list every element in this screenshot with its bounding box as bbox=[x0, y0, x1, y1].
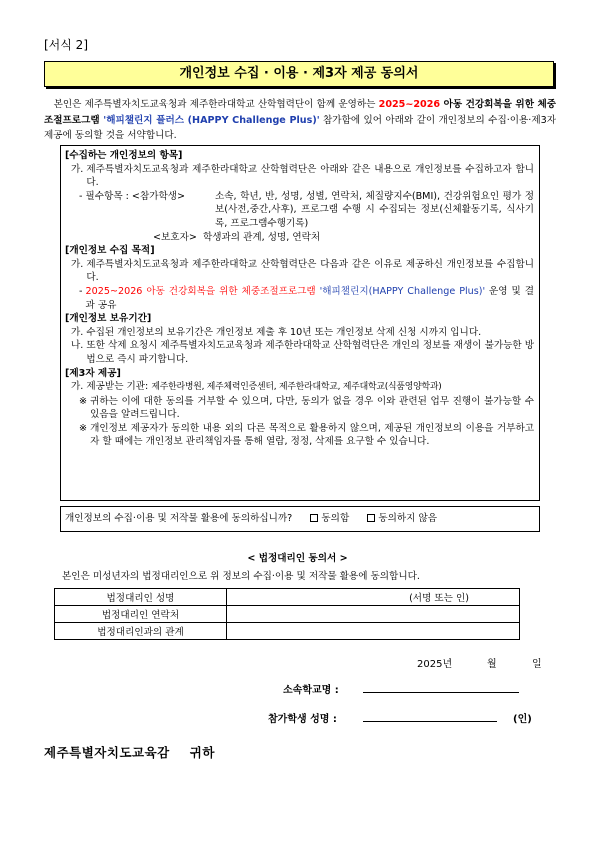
agree-checkbox[interactable] bbox=[310, 514, 318, 522]
addressee bbox=[44, 743, 215, 761]
retention-na-text: 또한 삭제 요청시 제주특별자치도교육청과 제주한라대학교 산학협력단은 개인의 정보를 재생이 불가능한 방법으로 즉시 파기합니다. bbox=[86, 340, 534, 365]
note-1-text: 귀하는 이에 대한 동의를 거부할 수 있으며, 다만, 동의가 없을 경우 이와 관련된 업무 진행이 불가능할 수 있음을 알려드립니다. bbox=[90, 395, 534, 421]
legal-rep-name-label: 법정대리인 성명 bbox=[55, 589, 227, 606]
third-party-ga-text bbox=[86, 380, 534, 395]
purpose-dash bbox=[65, 285, 534, 312]
intro-part2: 아동 bbox=[440, 99, 466, 110]
items-ga-text: 제주특별자치도교육청과 제주한라대학교 산학협력단은 아래와 같은 내용으로 개인정보를 수집하고자 합니다. bbox=[86, 163, 534, 189]
legal-rep-name-field[interactable]: (서명 또는 인) bbox=[227, 589, 520, 606]
date-day: 일 bbox=[532, 659, 542, 670]
purpose-blue-text: '해피챌린지(HAPPY Challenge Plus)' bbox=[315, 285, 486, 297]
consent-question: 개인정보의 수집·이용 및 저작물 활용에 동의하십니까? bbox=[65, 513, 293, 524]
addressee-name: 제주특별자치도교육감 bbox=[44, 745, 170, 760]
purpose-red-text: 2025~2026 아동 건강회복을 위한 체중조절프로그램 bbox=[85, 285, 316, 297]
retention-ga bbox=[65, 326, 534, 340]
form-number: [서식 2] bbox=[44, 38, 88, 52]
seal-mark: (인) bbox=[513, 714, 532, 725]
third-party-ga-marker: 가. bbox=[71, 381, 84, 393]
date-month: 월 bbox=[487, 659, 497, 670]
legal-rep-contact-field[interactable] bbox=[227, 606, 520, 623]
school-label: 소속학교명 : bbox=[283, 685, 339, 696]
intro-part3: 참가함에 있어 아래와 같이 개인정보의 수집·이용·제3자 제공에 동의할 것을 서약합니다. bbox=[44, 114, 556, 141]
intro-part1: 본인은 제주특별자치도교육청과 제주한라대학교 산학협력단이 함께 운영하는 bbox=[53, 99, 379, 110]
document-title: 개인정보 수집 · 이용 · 제3자 제공 동의서 bbox=[44, 61, 554, 87]
retention-na-marker: 나. bbox=[71, 340, 84, 352]
note-1-marker: ※ bbox=[79, 395, 88, 407]
legal-rep-title: < 법정대리인 동의서 > bbox=[247, 553, 348, 564]
items-ga-marker: 가. bbox=[71, 163, 84, 175]
school-name-line[interactable] bbox=[363, 681, 519, 693]
legal-rep-contact-label: 법정대리인 연락처 bbox=[55, 606, 227, 623]
school-signature-row bbox=[0, 681, 595, 699]
intro-years: 2025~2026 bbox=[378, 99, 441, 110]
legal-rep-row-contact bbox=[55, 606, 520, 623]
consent-details-box bbox=[60, 145, 540, 501]
legal-rep-row-name bbox=[55, 589, 520, 606]
items-ga bbox=[65, 163, 534, 190]
student-label: 참가학생 성명 : bbox=[268, 714, 337, 725]
guardian-label: <보호자> bbox=[153, 231, 197, 243]
required-items bbox=[65, 190, 534, 231]
guardian-items-row bbox=[65, 231, 534, 245]
section-heading-retention: [개인정보 보유기간] bbox=[65, 313, 152, 325]
purpose-ga bbox=[65, 258, 534, 285]
note-2-marker: ※ bbox=[79, 422, 88, 434]
date-year: 2025년 bbox=[417, 659, 453, 670]
participant-items: 소속, 학년, 반, 성명, 성별, 연락처, 체질량지수(BMI), 건강위험요인 평가 정보(사전,중간,사후), 프로그램 수행 시 수집되는 정보(신체활동기록, 식사기록, 프로그램수행기록) bbox=[215, 190, 534, 229]
intro-purpose: 건강회복을 위한 체중조절프로그램 bbox=[44, 99, 556, 126]
section-heading-third-party: [제3자 제공] bbox=[65, 367, 121, 379]
student-name-line[interactable] bbox=[363, 710, 497, 722]
purpose-ga-marker: 가. bbox=[71, 258, 84, 270]
purpose-ga-text: 제주특별자치도교육청과 제주한라대학교 산학협력단은 다음과 같은 이유로 제공하신 개인정보를 수집합니다. bbox=[86, 258, 534, 284]
guardian-items: 학생과의 관계, 성명, 연락처 bbox=[203, 231, 321, 243]
agree-label: 동의함 bbox=[321, 513, 350, 524]
legal-rep-row-relation bbox=[55, 623, 520, 640]
note-2-text: 개인정보 제공자가 동의한 내용 외의 다른 목적으로 활용하지 않으며, 제공된 개인정보의 이용을 거부하고자 할 때에는 개인정보 관리책임자를 통해 열람, 정정, 삭제를 요구할 수 있습니다. bbox=[90, 422, 534, 448]
addressee-suffix: 귀하 bbox=[189, 745, 215, 760]
purpose-dash-marker: - bbox=[79, 285, 83, 297]
consent-question-box bbox=[60, 506, 540, 532]
third-party-ga-label: 제공받는 기관: bbox=[86, 381, 152, 393]
section-heading-items: [수집하는 개인정보의 항목] bbox=[65, 150, 183, 161]
intro-paragraph bbox=[44, 97, 556, 144]
purpose-dash-text bbox=[86, 285, 534, 312]
legal-rep-relation-field[interactable] bbox=[227, 623, 520, 640]
legal-rep-table bbox=[54, 588, 520, 640]
legal-rep-intro: 본인은 미성년자의 법정대리인으로 위 정보의 수집·이용 및 저작물 활용에 동의합니다. bbox=[62, 571, 420, 582]
section-heading-purpose: [개인정보 수집 목적] bbox=[65, 245, 155, 257]
purpose-tail-text: 운영 및 결과 공유 bbox=[85, 285, 534, 311]
date-line bbox=[0, 655, 595, 669]
retention-na bbox=[65, 339, 534, 366]
legal-rep-relation-label: 법정대리인과의 관계 bbox=[55, 623, 227, 640]
disagree-checkbox[interactable] bbox=[367, 514, 375, 522]
retention-ga-marker: 가. bbox=[71, 326, 84, 338]
disagree-label: 동의하지 않음 bbox=[378, 513, 437, 524]
intro-program: '해피챌린지 플러스 (HAPPY Challenge Plus)' bbox=[99, 114, 320, 126]
third-party-note-1 bbox=[65, 395, 534, 422]
third-party-ga bbox=[65, 380, 534, 395]
required-items-label: - 필수항목 : <참가학생> bbox=[79, 190, 186, 202]
third-party-note-2 bbox=[65, 422, 534, 449]
retention-ga-text: 수집된 개인정보의 보유기간은 개인정보 제출 후 10년 또는 개인정보 삭제 신청 시까지 입니다. bbox=[86, 326, 482, 338]
student-signature-row bbox=[0, 710, 595, 728]
third-party-recipients: 제주한라병원, 제주체력인증센터, 제주한라대학교, 제주대학교(식품영양학과) bbox=[151, 382, 442, 393]
